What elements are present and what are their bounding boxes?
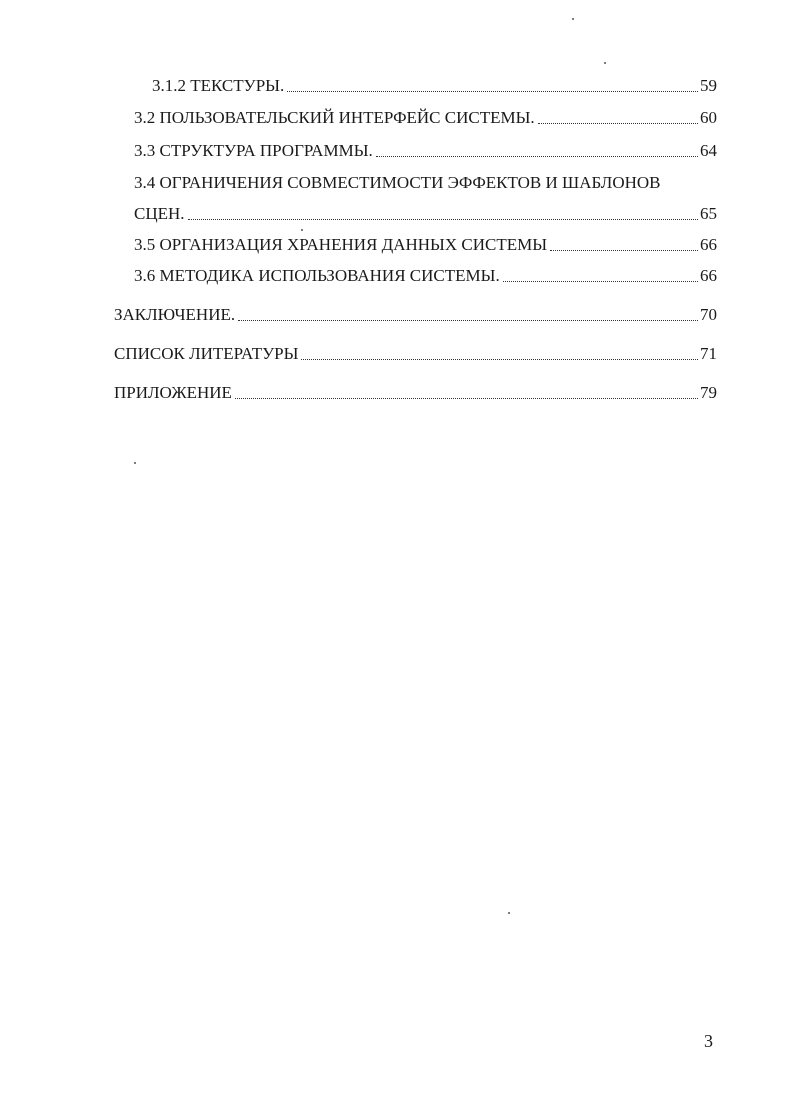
toc-entry-title: СЦЕН. — [134, 204, 185, 223]
toc-entry — [134, 107, 717, 129]
toc-entry-page: 70 — [700, 305, 717, 324]
toc-entry-title: 3.1.2 ТЕКСТУРЫ. — [152, 76, 285, 95]
toc-entry-page: 66 — [700, 266, 717, 285]
table-of-contents — [0, 0, 793, 420]
toc-entry — [114, 304, 717, 326]
toc-entry — [134, 140, 717, 162]
toc-entry-title-line1: 3.4 ОГРАНИЧЕНИЯ СОВМЕСТИМОСТИ ЭФФЕКТОВ И ШАБЛОНОВ — [134, 173, 661, 192]
toc-entry-title: 3.3 СТРУКТУРА ПРОГРАММЫ. — [134, 141, 373, 160]
toc-dot-leader — [376, 156, 698, 157]
toc-entry-page: 64 — [700, 141, 717, 160]
toc-entry-page: 79 — [700, 383, 717, 402]
toc-entry-title: СПИСОК ЛИТЕРАТУРЫ — [114, 344, 299, 363]
page-number: 3 — [704, 1031, 713, 1051]
toc-entry-title: ПРИЛОЖЕНИЕ — [114, 383, 232, 402]
toc-dot-leader — [503, 281, 698, 282]
toc-entry-title: ЗАКЛЮЧЕНИЕ. — [114, 305, 236, 324]
toc-dot-leader — [235, 398, 698, 399]
toc-entry — [152, 75, 717, 97]
toc-dot-leader — [287, 91, 698, 92]
scan-speck — [508, 912, 510, 914]
toc-entry-page: 71 — [700, 344, 717, 363]
toc-entry — [134, 234, 717, 256]
toc-entry — [114, 343, 717, 365]
scan-speck — [301, 229, 303, 231]
toc-entry-page: 59 — [700, 76, 717, 95]
toc-entry-title: 3.5 ОРГАНИЗАЦИЯ ХРАНЕНИЯ ДАННЫХ СИСТЕМЫ — [134, 235, 548, 254]
toc-entry-title: 3.6 МЕТОДИКА ИСПОЛЬЗОВАНИЯ СИСТЕМЫ. — [134, 266, 500, 285]
toc-dot-leader — [188, 219, 698, 220]
toc-dot-leader — [550, 250, 698, 251]
toc-entry-page: 65 — [700, 204, 717, 223]
toc-entry-page: 60 — [700, 108, 717, 127]
scan-speck — [134, 462, 136, 464]
toc-dot-leader — [238, 320, 698, 321]
toc-entry-title: 3.2 ПОЛЬЗОВАТЕЛЬСКИЙ ИНТЕРФЕЙС СИСТЕМЫ. — [134, 108, 535, 127]
toc-dot-leader — [301, 359, 698, 360]
toc-entry — [134, 265, 717, 287]
toc-dot-leader — [538, 123, 698, 124]
scan-speck — [572, 18, 574, 20]
toc-entry — [134, 203, 717, 225]
scan-speck — [604, 62, 606, 64]
toc-entry — [114, 382, 717, 404]
toc-entry-page: 66 — [700, 235, 717, 254]
